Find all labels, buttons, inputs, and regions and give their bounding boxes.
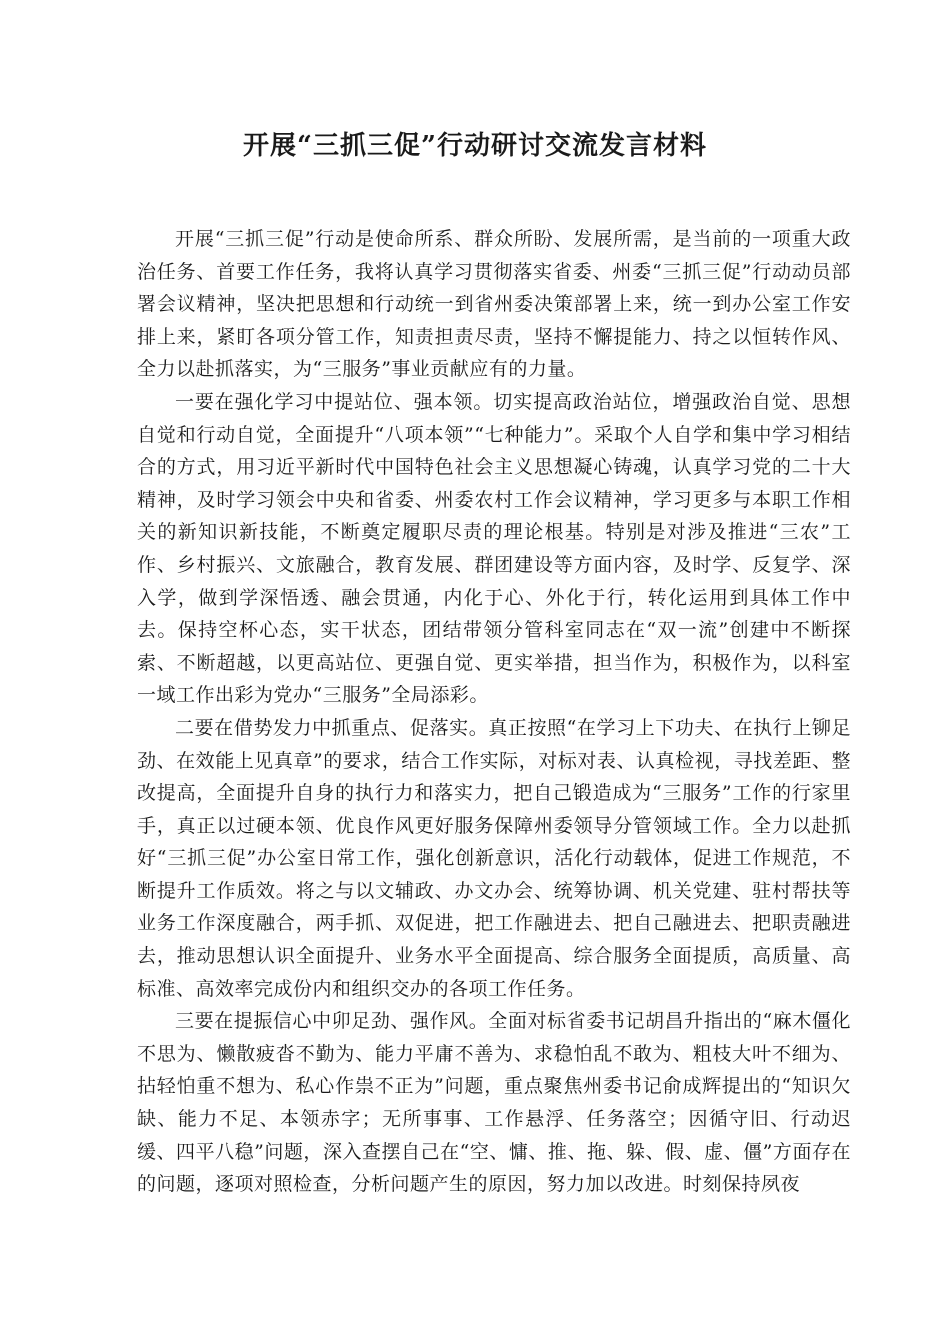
paragraph-point-two: 二要在借势发力中抓重点、促落实。真正按照“在学习上下功夫、在执行上铆足劲、在效能上见真章”的要求，结合工作实际，对标对表、认真检视，寻找差距、整改提高，全面提升自身的执行力和落实力，把自己锻造成为“三服务”工作的行家里手，真正以过硬本领、优良作风更好服务保障州委领导分管领域工作。全力以赴抓好“三抓三促”办公室日常工作，强化创新意识，活化行动载体，促进工作规范，不断提升工作质效。将之与以文辅政、办文办会、统筹协调、机关党建、驻村帮扶等业务工作深度融合，两手抓、双促进，把工作融进去、把自己融进去、把职责融进去，推动思想认识全面提升、业务水平全面提高、综合服务全面提质，高质量、高标准、高效率完成份内和组织交办的各项工作任务。 bbox=[137, 716, 851, 1000]
document-body bbox=[137, 223, 851, 1201]
paragraph-point-three: 三要在提振信心中卯足劲、强作风。全面对标省委书记胡昌升指出的“麻木僵化不思为、懒散疲沓不勤为、能力平庸不善为、求稳怕乱不敢为、粗枝大叶不细为、拈轻怕重不想为、私心作祟不正为”问题，重点聚焦州委书记俞成辉提出的“知识欠缺、能力不足、本领赤字；无所事事、工作悬浮、任务落空；因循守旧、行动迟缓、四平八稳”问题，深入查摆自己在“空、慵、推、拖、躲、假、虚、僵”方面存在的问题，逐项对照检查，分析问题产生的原因，努力加以改进。时刻保持夙夜 bbox=[137, 1010, 851, 1196]
paragraph-point-one: 一要在强化学习中提站位、强本领。切实提高政治站位，增强政治自觉、思想自觉和行动自觉，全面提升“八项本领”“七种能力”。采取个人自学和集中学习相结合的方式，用习近平新时代中国特色社会主义思想凝心铸魂，认真学习党的二十大精神，及时学习领会中央和省委、州委农村工作会议精神，学习更多与本职工作相关的新知识新技能，不断奠定履职尽责的理论根基。特别是对涉及推进“三农”工作、乡村振兴、文旅融合，教育发展、群团建设等方面内容，及时学、反复学、深入学，做到学深悟透、融会贯通，内化于心、外化于行，转化运用到具体工作中去。保持空杯心态，实干状态，团结带领分管科室同志在“双一流”创建中不断探索、不断超越，以更高站位、更强自觉、更实举措，担当作为，积极作为，以科室一域工作出彩为党办“三服务”全局添彩。 bbox=[137, 390, 851, 707]
paragraph-intro: 开展“三抓三促”行动是使命所系、群众所盼、发展所需，是当前的一项重大政治任务、首要工作任务，我将认真学习贯彻落实省委、州委“三抓三促”行动动员部署会议精神，坚决把思想和行动统一到省州委决策部署上来，统一到办公室工作安排上来，紧盯各项分管工作，知责担责尽责，坚持不懈提能力、持之以恒转作风、全力以赴抓落实，为“三服务”事业贡献应有的力量。 bbox=[137, 228, 851, 381]
document-title: 开展“三抓三促”行动研讨交流发言材料 bbox=[243, 131, 707, 161]
